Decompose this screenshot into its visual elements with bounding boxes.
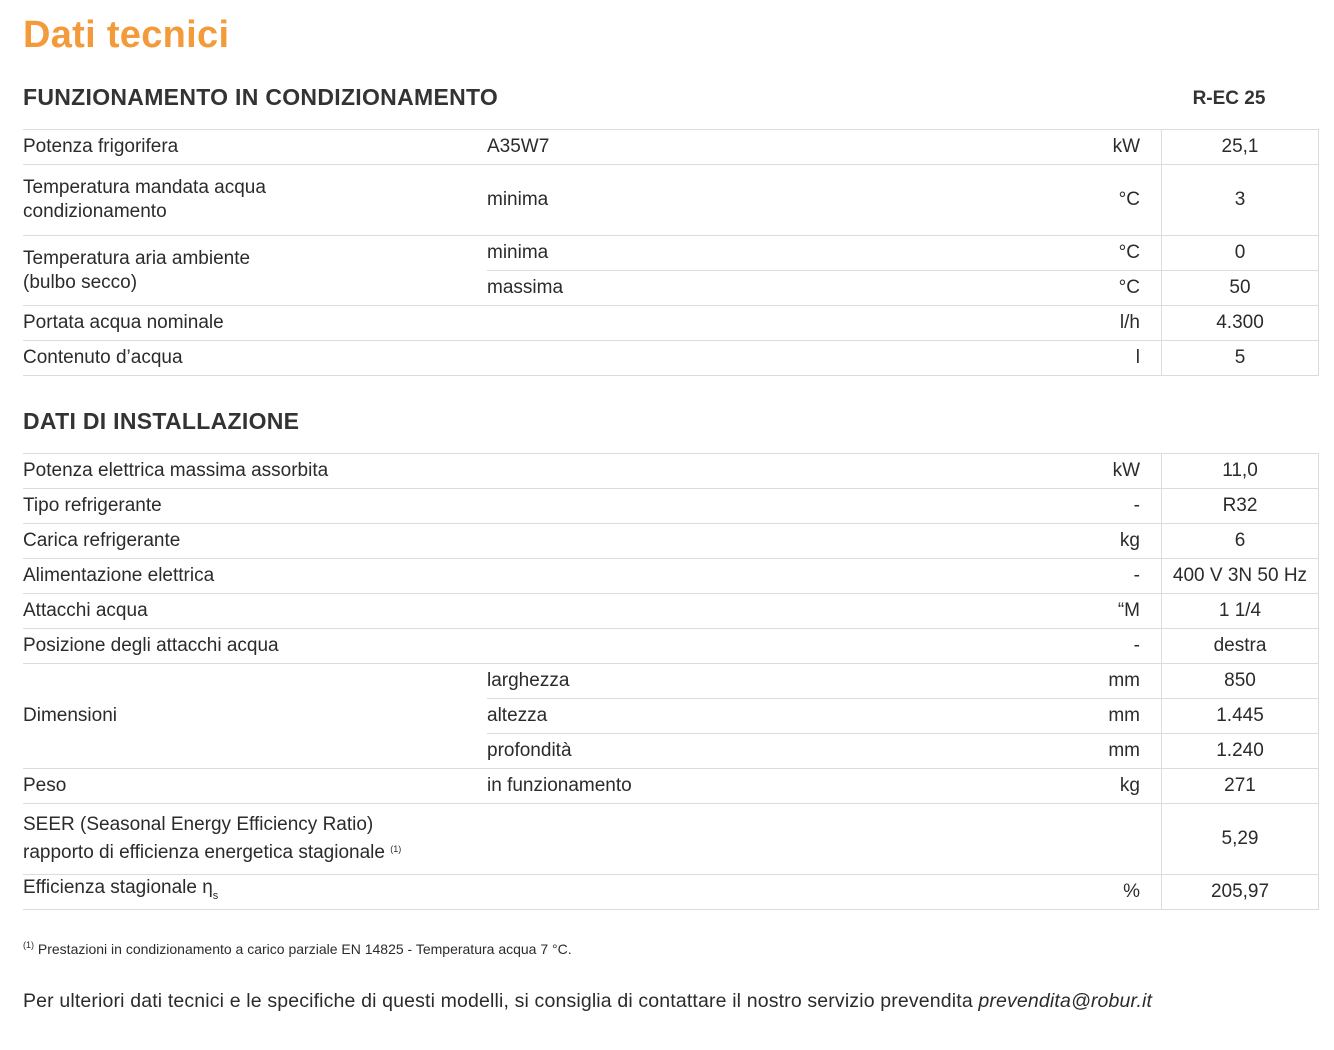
footnote-mark: (1) <box>23 940 34 950</box>
table-row <box>23 629 1319 664</box>
row-value: 0 <box>1162 236 1319 271</box>
row-unit: °C <box>1007 165 1162 236</box>
row-value: 3 <box>1162 165 1319 236</box>
row-condition: altezza <box>487 699 1007 734</box>
row-label-line2: (bulbo secco) <box>23 271 138 293</box>
row-unit: “M <box>1007 594 1162 629</box>
row-unit: kW <box>1007 454 1162 489</box>
installation-section-title: DATI DI INSTALLAZIONE <box>23 408 300 434</box>
row-value: 850 <box>1162 664 1319 699</box>
row-unit: - <box>1007 489 1162 524</box>
table-row <box>23 875 1319 910</box>
table-row <box>23 130 1319 165</box>
cooling-table <box>23 129 1319 376</box>
page-title: Dati tecnici <box>23 14 230 56</box>
row-value: 5,29 <box>1162 804 1319 875</box>
row-value: 5 <box>1162 341 1319 376</box>
row-unit: °C <box>1007 271 1162 306</box>
row-condition: massima <box>487 271 1007 306</box>
row-condition: A35W7 <box>487 130 1007 165</box>
row-unit: mm <box>1007 734 1162 769</box>
row-value: 11,0 <box>1162 454 1319 489</box>
row-condition <box>487 875 1007 910</box>
row-condition <box>487 524 1007 559</box>
row-condition <box>487 594 1007 629</box>
row-label: Portata acqua nominale <box>23 306 487 341</box>
row-unit: l/h <box>1007 306 1162 341</box>
row-condition: profondità <box>487 734 1007 769</box>
row-unit: kg <box>1007 769 1162 804</box>
row-condition: minima <box>487 165 1007 236</box>
row-label <box>23 804 1007 875</box>
row-unit <box>1007 804 1162 875</box>
row-value: 1.240 <box>1162 734 1319 769</box>
row-unit: kg <box>1007 524 1162 559</box>
model-label: R-EC 25 <box>1192 88 1266 109</box>
table-row <box>23 769 1319 804</box>
table-row <box>23 341 1319 376</box>
table-row <box>23 454 1319 489</box>
row-condition: minima <box>487 236 1007 271</box>
row-label-line1: SEER (Seasonal Energy Efficiency Ratio) <box>23 814 374 835</box>
table-row <box>23 664 1319 699</box>
table-row <box>23 524 1319 559</box>
row-label <box>23 236 487 306</box>
row-label: Posizione degli attacchi acqua <box>23 629 487 664</box>
table-row <box>23 559 1319 594</box>
table-row <box>23 594 1319 629</box>
row-label: Peso <box>23 769 487 804</box>
row-value: 4.300 <box>1162 306 1319 341</box>
row-condition <box>487 489 1007 524</box>
row-value: 205,97 <box>1162 875 1319 910</box>
cooling-section-title: FUNZIONAMENTO IN CONDIZIONAMENTO <box>23 84 499 110</box>
row-label: Tipo refrigerante <box>23 489 487 524</box>
row-condition <box>487 629 1007 664</box>
row-label-subscript: s <box>212 890 219 902</box>
footnote-text: Prestazioni in condizionamento a carico parziale EN 14825 - Temperatura acqua 7 °C. <box>34 941 572 957</box>
row-label: Potenza elettrica massima assorbita <box>23 454 487 489</box>
contact-email: prevendita@robur.it <box>978 990 1153 1012</box>
row-condition: in funzionamento <box>487 769 1007 804</box>
table-row <box>23 306 1319 341</box>
row-value: 1.445 <box>1162 699 1319 734</box>
row-label-line1: Temperatura mandata acqua <box>23 177 266 198</box>
row-unit: - <box>1007 629 1162 664</box>
installation-table <box>23 453 1319 910</box>
row-label <box>23 875 487 910</box>
footnote-mark: (1) <box>390 844 402 854</box>
row-unit: °C <box>1007 236 1162 271</box>
row-value: destra <box>1162 629 1319 664</box>
contact-text: Per ulteriori dati tecnici e le specifiche di questi modelli, si consiglia di contattare il nostro servizio prevendita <box>23 990 979 1012</box>
row-label-line2: rapporto di efficienza energetica stagionale <box>23 842 385 863</box>
row-value: 271 <box>1162 769 1319 804</box>
row-label: Alimentazione elettrica <box>23 559 487 594</box>
row-unit: % <box>1007 875 1162 910</box>
row-unit: mm <box>1007 664 1162 699</box>
row-condition <box>487 341 1007 376</box>
table-row <box>23 804 1319 875</box>
row-label: Potenza frigorifera <box>23 130 487 165</box>
row-label: Attacchi acqua <box>23 594 487 629</box>
row-label: Contenuto d’acqua <box>23 341 487 376</box>
row-unit: mm <box>1007 699 1162 734</box>
row-unit: kW <box>1007 130 1162 165</box>
table-row <box>23 236 1319 271</box>
row-condition: larghezza <box>487 664 1007 699</box>
row-label <box>23 165 487 236</box>
row-value: 1 1/4 <box>1162 594 1319 629</box>
table-row <box>23 165 1319 236</box>
row-condition <box>487 559 1007 594</box>
row-label-line2: condizionamento <box>23 201 167 222</box>
row-label: Dimensioni <box>23 664 487 769</box>
row-unit: - <box>1007 559 1162 594</box>
row-value: 25,1 <box>1162 130 1319 165</box>
row-label: Carica refrigerante <box>23 524 487 559</box>
table-row <box>23 489 1319 524</box>
row-value: 50 <box>1162 271 1319 306</box>
contact-note <box>23 990 1152 1013</box>
row-label-text: Efficienza stagionale η <box>23 877 213 898</box>
row-unit: l <box>1007 341 1162 376</box>
row-value: 6 <box>1162 524 1319 559</box>
row-value: R32 <box>1162 489 1319 524</box>
row-label-line1: Temperatura aria ambiente <box>23 247 251 269</box>
row-value: 400 V 3N 50 Hz <box>1162 559 1319 594</box>
row-condition <box>487 306 1007 341</box>
row-condition <box>487 454 1007 489</box>
footnote <box>23 940 572 957</box>
